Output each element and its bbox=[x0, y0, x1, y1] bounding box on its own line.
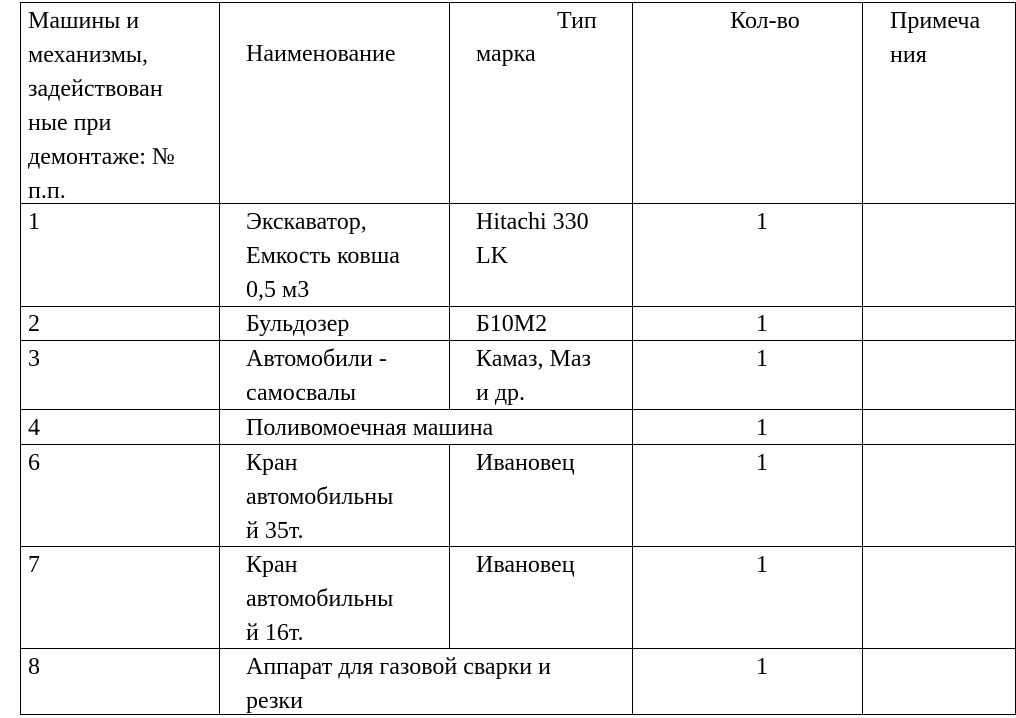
row-type: Камаз, Маз и др. bbox=[476, 346, 591, 406]
row-name: Автомобили - самосвалы bbox=[246, 346, 387, 406]
row-divider bbox=[20, 648, 1016, 649]
row-quantity: 1 bbox=[756, 346, 768, 372]
table-border-top bbox=[20, 2, 1016, 3]
row-number: 7 bbox=[28, 552, 40, 578]
row-name: Поливомоечная машина bbox=[246, 415, 494, 441]
column-divider bbox=[449, 444, 450, 648]
row-name: Аппарат для газовой сварки и резки bbox=[246, 654, 551, 714]
header-notes: Примеча ния bbox=[890, 8, 981, 68]
row-name: Экскаватор, Емкость ковша 0,5 м3 bbox=[246, 209, 400, 303]
row-quantity: 1 bbox=[756, 654, 768, 680]
column-divider bbox=[632, 2, 633, 715]
row-number: 4 bbox=[28, 415, 40, 441]
header-machines-number: Машины и механизмы, задействован ные при демонтаже: № п.п. bbox=[28, 8, 175, 204]
row-quantity: 1 bbox=[756, 415, 768, 441]
row-quantity: 1 bbox=[756, 552, 768, 578]
header-name: Наименование bbox=[246, 41, 396, 67]
header-brand: марка bbox=[476, 41, 536, 67]
row-type: Ивановец bbox=[476, 552, 575, 578]
row-quantity: 1 bbox=[756, 209, 768, 235]
row-number: 2 bbox=[28, 311, 40, 337]
row-name: Бульдозер bbox=[246, 311, 350, 337]
column-divider bbox=[219, 2, 220, 715]
row-number: 8 bbox=[28, 654, 40, 680]
column-divider bbox=[449, 2, 450, 409]
row-number: 6 bbox=[28, 450, 40, 476]
row-quantity: 1 bbox=[756, 311, 768, 337]
row-quantity: 1 bbox=[756, 450, 768, 476]
table-border-left bbox=[20, 2, 21, 715]
row-type: Б10М2 bbox=[476, 311, 548, 337]
column-divider bbox=[862, 2, 863, 715]
row-number: 3 bbox=[28, 346, 40, 372]
row-name: Кран автомобильны й 35т. bbox=[246, 450, 394, 544]
row-number: 1 bbox=[28, 209, 40, 235]
row-type: Hitachi 330 LK bbox=[476, 209, 589, 269]
row-name: Кран автомобильны й 16т. bbox=[246, 552, 394, 646]
header-type: Тип bbox=[557, 8, 597, 34]
row-divider bbox=[20, 546, 1016, 547]
row-type: Ивановец bbox=[476, 450, 575, 476]
header-quantity: Кол-во bbox=[730, 8, 800, 34]
